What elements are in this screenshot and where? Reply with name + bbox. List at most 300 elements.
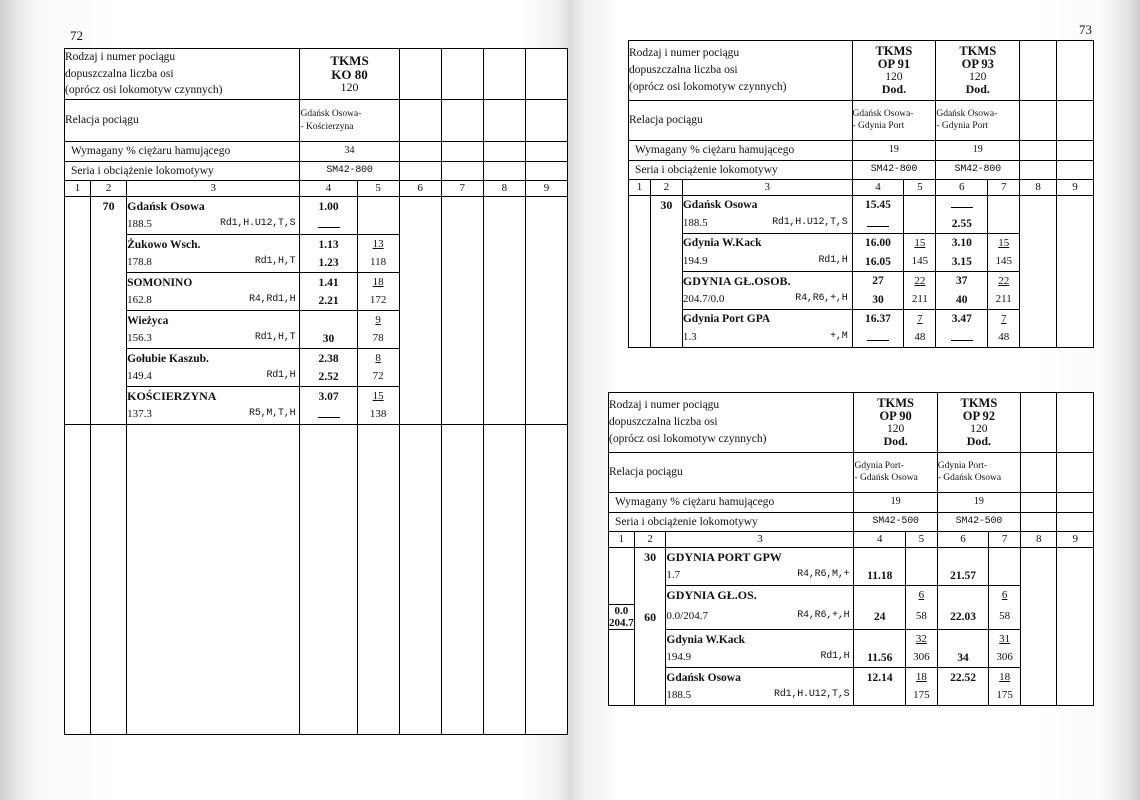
brake-value-2: 19 bbox=[936, 140, 1020, 160]
row-time-a-4: 16.37 bbox=[852, 310, 904, 329]
timetable-left bbox=[64, 48, 568, 735]
blank-col3 bbox=[127, 425, 300, 735]
row-time-a-1 bbox=[854, 548, 906, 567]
row-time-b-1 bbox=[300, 216, 357, 235]
loco-empty-6 bbox=[399, 161, 441, 181]
brake-value-1: 34 bbox=[300, 142, 399, 162]
km-codes: +,M bbox=[830, 331, 848, 343]
brake-value-1: 19 bbox=[852, 140, 936, 160]
loco-empty-9 bbox=[1057, 160, 1094, 180]
row-axle-a-2 bbox=[906, 586, 938, 605]
row-km-3 bbox=[682, 291, 852, 310]
row-axle2-a-3 bbox=[989, 630, 1021, 649]
row-axle2-b-3: 306 bbox=[989, 649, 1021, 668]
row-time-a-2: 16.00 bbox=[852, 234, 904, 253]
header-line-3: (oprócz osi lokomotyw czynnych) bbox=[629, 80, 787, 93]
relation-empty-7 bbox=[441, 100, 483, 142]
row-time-b-5: 2.52 bbox=[300, 368, 357, 387]
col1-empty bbox=[65, 197, 91, 425]
km-value: 188.5 bbox=[682, 217, 708, 230]
header-loco-row bbox=[629, 160, 1094, 180]
col1-empty-bottom bbox=[609, 630, 635, 706]
row-axles-5b bbox=[91, 368, 127, 387]
row-axles-2 bbox=[91, 235, 127, 254]
loco-value-1: SM42-800 bbox=[300, 161, 399, 181]
header-line-1: Rodzaj i numer pociągu bbox=[629, 47, 740, 60]
axle-underlined: 32 bbox=[915, 632, 927, 645]
header-description bbox=[609, 393, 854, 453]
row-station-3: Gdynia W.Kack bbox=[666, 630, 854, 649]
km-value: 188.5 bbox=[127, 218, 152, 231]
table-row bbox=[609, 548, 1094, 567]
row-station-2: Gdynia W.Kack bbox=[682, 234, 852, 253]
axle-underlined: 7 bbox=[1000, 312, 1007, 325]
column-number-7: 7 bbox=[989, 532, 1021, 548]
row-axles-4 bbox=[650, 310, 682, 329]
row-time2-a-1 bbox=[937, 548, 989, 567]
relation-value-1 bbox=[852, 100, 936, 140]
row-axle2-a-3 bbox=[988, 272, 1020, 291]
train-column-2 bbox=[937, 393, 1020, 453]
row-axles-1: 70 bbox=[91, 197, 127, 216]
train-number: OP 92 bbox=[962, 409, 996, 424]
blank-col8 bbox=[483, 425, 525, 735]
relation-value-1 bbox=[300, 100, 399, 142]
row-axle-b-3: 211 bbox=[904, 291, 936, 310]
train-number: OP 91 bbox=[877, 57, 911, 72]
row-axle-a-3 bbox=[357, 273, 399, 292]
relation-label: Relacja pociągu bbox=[65, 100, 300, 142]
km-value: 137.3 bbox=[127, 408, 152, 421]
train-axles: 120 bbox=[886, 423, 905, 436]
relation-line-2: - Gdynia Port bbox=[852, 121, 905, 132]
page-number-right: 73 bbox=[1079, 22, 1092, 37]
row-time-a-4: 12.14 bbox=[854, 668, 906, 687]
row-time-b-4 bbox=[854, 687, 906, 706]
column-number-row bbox=[65, 181, 568, 197]
train-column-1 bbox=[300, 49, 399, 100]
row-axles-1b bbox=[91, 216, 127, 235]
col9-empty bbox=[1057, 548, 1094, 706]
row-axle-a-3 bbox=[904, 272, 936, 291]
header-loco-row bbox=[65, 161, 568, 181]
km-value: 1.7 bbox=[666, 569, 681, 582]
loco-empty-7 bbox=[441, 161, 483, 181]
header-description bbox=[629, 41, 853, 101]
row-axle-b-4: 175 bbox=[906, 687, 938, 706]
column-number-6: 6 bbox=[937, 532, 989, 548]
column-number-row bbox=[629, 180, 1094, 196]
row-time-a-2 bbox=[854, 586, 906, 605]
row-time-b-2: 1.23 bbox=[300, 254, 357, 273]
train-axles: 120 bbox=[340, 80, 359, 95]
column-number-8: 8 bbox=[1020, 180, 1057, 196]
column-number-2: 2 bbox=[91, 181, 127, 197]
km-value: 162.8 bbox=[127, 294, 152, 307]
row-time2-b-3: 34 bbox=[937, 649, 989, 668]
row-station-2: GDYNIA GŁ.OS. bbox=[666, 586, 854, 605]
km-codes: R4,R6,M,+ bbox=[797, 569, 850, 581]
header-description bbox=[65, 49, 300, 100]
axle-underlined: 18 bbox=[372, 275, 384, 288]
axle-underlined: 13 bbox=[372, 237, 384, 250]
row-axle-b-4: 78 bbox=[357, 330, 399, 349]
train-axles: 120 bbox=[969, 71, 987, 84]
row-axles-3b bbox=[91, 292, 127, 311]
row-axle2-b-4: 48 bbox=[988, 329, 1020, 348]
blank-col5 bbox=[357, 425, 399, 735]
relation-value-2 bbox=[936, 100, 1020, 140]
axle-underlined: 6 bbox=[918, 588, 925, 601]
relation-value-1 bbox=[854, 452, 937, 492]
loco-empty-9 bbox=[1057, 512, 1094, 532]
row-km-1 bbox=[682, 215, 852, 234]
column-number-6: 6 bbox=[399, 181, 441, 197]
relation-line-2: - Kościerzyna bbox=[300, 121, 354, 132]
train-axles: 120 bbox=[885, 71, 903, 84]
relation-value-2 bbox=[937, 452, 1020, 492]
col9-empty bbox=[525, 197, 567, 425]
train-type: TKMS bbox=[959, 44, 997, 58]
loco-label: Seria i obciążenie lokomotywy bbox=[65, 161, 300, 181]
table-row bbox=[65, 197, 568, 216]
axle-underlined: 18 bbox=[999, 670, 1011, 683]
loco-label: Seria i obciążenie lokomotywy bbox=[629, 160, 853, 180]
axle-underlined: 9 bbox=[375, 313, 381, 326]
col1-empty bbox=[629, 196, 651, 348]
row-axles-6 bbox=[91, 387, 127, 406]
row-axle-b-1 bbox=[904, 215, 936, 234]
relation-empty-8 bbox=[483, 100, 525, 142]
row-axle-b-2: 145 bbox=[904, 253, 936, 272]
relation-empty-8 bbox=[1020, 100, 1057, 140]
km-codes: R4,R6,+,H bbox=[795, 293, 848, 305]
km-value: 178.8 bbox=[127, 256, 152, 269]
loco-empty-8 bbox=[1020, 160, 1057, 180]
train-number: OP 93 bbox=[961, 57, 994, 72]
header-brake-row bbox=[609, 492, 1094, 512]
train-column-empty-9 bbox=[525, 49, 567, 100]
row-axle2-a-2 bbox=[988, 234, 1020, 253]
row-axle-b-2: 118 bbox=[357, 254, 399, 273]
train-column-empty-9 bbox=[1057, 393, 1094, 453]
relation-line-1: Gdańsk Osowa- bbox=[300, 108, 362, 119]
train-extra: Dod. bbox=[881, 82, 907, 97]
relation-empty-8 bbox=[1021, 452, 1057, 492]
axle-underlined: 15 bbox=[372, 389, 384, 402]
row-axles-1: 30 bbox=[650, 196, 682, 215]
km-codes: Rd1,H.U12,T,S bbox=[772, 217, 848, 229]
row-axle-a-4 bbox=[357, 311, 399, 330]
page-number-left: 72 bbox=[70, 28, 83, 43]
train-type: TKMS bbox=[960, 396, 998, 410]
row-axles-4b bbox=[650, 329, 682, 348]
relation-line-2: - Gdańsk Osowa bbox=[937, 473, 1002, 484]
km-codes: Rd1,H,T bbox=[254, 256, 296, 268]
relation-label: Relacja pociągu bbox=[609, 452, 854, 492]
row-km-3 bbox=[666, 649, 854, 668]
km-codes: R4,Rd1,H bbox=[249, 294, 296, 306]
column-number-2: 2 bbox=[650, 180, 682, 196]
row-time-a-1: 15.45 bbox=[852, 196, 904, 215]
header-train-row bbox=[629, 41, 1094, 101]
row-time-b-2: 24 bbox=[854, 605, 906, 630]
relation-line-2: - Gdańsk Osowa bbox=[854, 473, 918, 484]
loco-empty-9 bbox=[525, 161, 567, 181]
brake-empty-8 bbox=[1021, 492, 1057, 512]
loco-label: Seria i obciążenie lokomotywy bbox=[609, 512, 854, 532]
axle-underlined: 18 bbox=[915, 670, 927, 683]
row-time2-a-2 bbox=[937, 586, 989, 605]
row-station-3: SOMONINO bbox=[127, 273, 300, 292]
row-time-a-6: 3.07 bbox=[300, 387, 357, 406]
row-time2-a-4: 3.47 bbox=[936, 310, 988, 329]
row-time2-b-4 bbox=[937, 687, 989, 706]
header-line-3: (oprócz osi lokomotyw czynnych) bbox=[609, 432, 767, 445]
row-time2-a-2: 3.10 bbox=[936, 234, 988, 253]
header-line-1: Rodzaj i numer pociągu bbox=[65, 51, 176, 63]
row-km-4 bbox=[127, 330, 300, 349]
row-axle-a-2 bbox=[357, 235, 399, 254]
column-number-8: 8 bbox=[1021, 532, 1057, 548]
row-axle2-a-1 bbox=[988, 196, 1020, 215]
row-axle-a-4 bbox=[904, 310, 936, 329]
row-axles-5 bbox=[91, 349, 127, 368]
row-time-b-3: 2.21 bbox=[300, 292, 357, 311]
loco-value-1: SM42-800 bbox=[852, 160, 936, 180]
axle-underlined: 31 bbox=[999, 632, 1011, 645]
brake-empty-9 bbox=[525, 142, 567, 162]
axle-underlined: 7 bbox=[917, 312, 923, 325]
row-time2-b-2: 3.15 bbox=[936, 253, 988, 272]
row-time-a-4 bbox=[300, 311, 357, 330]
train-number: KO 80 bbox=[331, 66, 368, 82]
timetable-right-top bbox=[628, 40, 1094, 348]
brake-empty-9 bbox=[1057, 140, 1094, 160]
row-time-b-4: 30 bbox=[300, 330, 357, 349]
row-axles-6b bbox=[91, 406, 127, 425]
row-axle2-a-4 bbox=[989, 668, 1021, 687]
train-extra: Dod. bbox=[966, 434, 992, 449]
brake-value-1: 19 bbox=[854, 492, 937, 512]
km-codes: R5,M,T,H bbox=[249, 408, 296, 420]
column-number-4: 4 bbox=[300, 181, 357, 197]
column-number-4: 4 bbox=[852, 180, 904, 196]
row-time2-a-3 bbox=[937, 630, 989, 649]
row-axles-1: 30 bbox=[634, 548, 666, 567]
axle-underlined: 15 bbox=[998, 236, 1010, 249]
row-axles-2b bbox=[650, 253, 682, 272]
column-number-3: 3 bbox=[666, 532, 854, 548]
row-axle2-b-3: 211 bbox=[988, 291, 1020, 310]
km-codes: Rd1,H.U12,T,S bbox=[774, 689, 850, 701]
km-value: 204.7/0.0 bbox=[682, 293, 725, 306]
brake-label: Wymagany % ciężaru hamującego bbox=[65, 142, 300, 162]
column-number-5: 5 bbox=[906, 532, 938, 548]
row-time-a-2: 1.13 bbox=[300, 235, 357, 254]
blank-col1 bbox=[65, 425, 91, 735]
header-line-2: dopuszczalna liczba osi bbox=[629, 64, 738, 77]
brake-empty-9 bbox=[1057, 492, 1094, 512]
km-value: 194.9 bbox=[682, 255, 708, 268]
row-time-a-3 bbox=[854, 630, 906, 649]
row-axle-a-1 bbox=[906, 548, 938, 567]
train-type: TKMS bbox=[877, 396, 915, 410]
row-station-1: Gdańsk Osowa bbox=[127, 197, 300, 216]
train-extra: Dod. bbox=[965, 82, 990, 97]
row-time-a-3: 1.41 bbox=[300, 273, 357, 292]
row-axle-b-4: 48 bbox=[904, 329, 936, 348]
row-axle-a-1 bbox=[904, 196, 936, 215]
row-station-2: Żukowo Wsch. bbox=[127, 235, 300, 254]
row-axles-3b bbox=[634, 649, 666, 668]
relation-line-1: Gdynia Port- bbox=[854, 460, 904, 471]
row-axle2-b-4: 175 bbox=[989, 687, 1021, 706]
row-axle-b-5: 72 bbox=[357, 368, 399, 387]
km-codes: Rd1,H,T bbox=[254, 332, 296, 344]
row-axle-b-1 bbox=[357, 216, 399, 235]
relation-line-1: Gdynia Port- bbox=[937, 460, 988, 471]
brake-value-2: 19 bbox=[937, 492, 1020, 512]
row-axle-b-2: 58 bbox=[906, 605, 938, 630]
row-time2-a-3: 37 bbox=[936, 272, 988, 291]
header-line-2: dopuszczalna liczba osi bbox=[65, 67, 174, 80]
column-number-5: 5 bbox=[904, 180, 936, 196]
column-number-3: 3 bbox=[682, 180, 852, 196]
row-axle2-b-1 bbox=[988, 215, 1020, 234]
row-time-b-3: 11.56 bbox=[854, 649, 906, 668]
km-value: 149.4 bbox=[127, 370, 152, 383]
blank-col2 bbox=[91, 425, 127, 735]
header-relation-row bbox=[609, 452, 1094, 492]
train-extra: Dod. bbox=[883, 434, 908, 449]
row-axles-2 bbox=[634, 586, 666, 605]
row-axles-1b bbox=[650, 215, 682, 234]
row-station-1: GDYNIA PORT GPW bbox=[666, 548, 854, 567]
row-km-6 bbox=[127, 406, 300, 425]
row-time-a-1: 1.00 bbox=[300, 197, 357, 216]
column-number-4: 4 bbox=[854, 532, 906, 548]
train-column-2 bbox=[936, 41, 1020, 101]
brake-empty-8 bbox=[483, 142, 525, 162]
blank-col7 bbox=[441, 425, 483, 735]
axle-underlined: 6 bbox=[1001, 588, 1008, 601]
km-codes: Rd1,H bbox=[266, 370, 296, 382]
row-axles-3 bbox=[91, 273, 127, 292]
timetable-right-bottom bbox=[608, 392, 1094, 706]
km-value: 188.5 bbox=[666, 689, 692, 702]
axle-underlined: 15 bbox=[914, 236, 926, 249]
row-axle-b-3: 172 bbox=[357, 292, 399, 311]
row-time-a-3: 27 bbox=[852, 272, 904, 291]
row-time2-b-1: 21.57 bbox=[937, 567, 989, 586]
row-axle-a-2 bbox=[904, 234, 936, 253]
km-value: 0.0/204.7 bbox=[666, 610, 708, 623]
row-axles-2b bbox=[91, 254, 127, 273]
loco-value-2: SM42-500 bbox=[937, 512, 1020, 532]
row-km-5 bbox=[127, 368, 300, 387]
row-km-marker-1 bbox=[609, 548, 635, 605]
row-km-2 bbox=[127, 254, 300, 273]
train-type: TKMS bbox=[875, 44, 913, 58]
loco-value-2: SM42-800 bbox=[936, 160, 1020, 180]
relation-label: Relacja pociągu bbox=[629, 100, 853, 140]
row-time-b-6 bbox=[300, 406, 357, 425]
row-km-2 bbox=[682, 253, 852, 272]
blank-col4 bbox=[300, 425, 357, 735]
row-axle2-b-1 bbox=[989, 567, 1021, 586]
relation-empty-6 bbox=[399, 100, 441, 142]
row-axle-b-1 bbox=[906, 567, 938, 586]
train-column-empty-8 bbox=[1020, 41, 1057, 101]
axle-underlined: 22 bbox=[914, 274, 926, 287]
relation-empty-9 bbox=[525, 100, 567, 142]
train-column-empty-8 bbox=[483, 49, 525, 100]
row-axle-b-3: 306 bbox=[906, 649, 938, 668]
row-axle2-a-2 bbox=[989, 586, 1021, 605]
row-time2-a-4: 22.52 bbox=[937, 668, 989, 687]
row-km-marker-2 bbox=[609, 605, 635, 630]
column-number-7: 7 bbox=[988, 180, 1020, 196]
column-number-3: 3 bbox=[127, 181, 300, 197]
header-train-row bbox=[609, 393, 1094, 453]
row-time2-a-1 bbox=[936, 196, 988, 215]
row-time-b-1 bbox=[852, 215, 904, 234]
train-column-1 bbox=[854, 393, 937, 453]
header-brake-row bbox=[65, 142, 568, 162]
row-axles-3 bbox=[634, 630, 666, 649]
km-value: 1.3 bbox=[682, 331, 697, 344]
header-line-2: dopuszczalna liczba osi bbox=[609, 416, 718, 429]
row-time-b-1: 11.18 bbox=[854, 567, 906, 586]
row-axles-3b bbox=[650, 291, 682, 310]
row-time2-b-4 bbox=[936, 329, 988, 348]
row-station-4: Gdańsk Osowa bbox=[666, 668, 854, 687]
km-codes: Rd1,H bbox=[820, 651, 850, 663]
km-value: 194.9 bbox=[666, 651, 692, 664]
row-axle-a-4 bbox=[906, 668, 938, 687]
col8-empty bbox=[1020, 196, 1057, 348]
km-codes: Rd1,H.U12,T,S bbox=[220, 218, 296, 230]
km-codes: R4,R6,+,H bbox=[797, 610, 850, 622]
header-line-1: Rodzaj i numer pociągu bbox=[609, 399, 720, 412]
row-axles-4 bbox=[91, 311, 127, 330]
km-marker-bottom: 204.7 bbox=[609, 617, 634, 630]
col9-empty bbox=[1057, 196, 1094, 348]
header-line-3: (oprócz osi lokomotyw czynnych) bbox=[65, 84, 223, 97]
row-time2-b-2: 22.03 bbox=[937, 605, 989, 630]
table-row bbox=[629, 196, 1094, 215]
row-time2-b-1: 2.55 bbox=[936, 215, 988, 234]
row-axles-4b bbox=[634, 687, 666, 706]
row-axles-4b bbox=[91, 330, 127, 349]
row-axle-a-6 bbox=[357, 387, 399, 406]
col8-empty bbox=[483, 197, 525, 425]
train-column-empty-6 bbox=[399, 49, 441, 100]
relation-empty-9 bbox=[1057, 100, 1094, 140]
row-time-b-3: 30 bbox=[852, 291, 904, 310]
col7-empty bbox=[441, 197, 483, 425]
blank-filler-row bbox=[65, 425, 568, 735]
header-relation-row bbox=[65, 100, 568, 142]
header-relation-row bbox=[629, 100, 1094, 140]
relation-line-1: Gdańsk Osowa- bbox=[936, 108, 998, 119]
loco-empty-8 bbox=[1021, 512, 1057, 532]
row-station-6: KOŚCIERZYNA bbox=[127, 387, 300, 406]
row-axle2-a-4 bbox=[988, 310, 1020, 329]
column-number-6: 6 bbox=[936, 180, 988, 196]
column-number-7: 7 bbox=[441, 181, 483, 197]
